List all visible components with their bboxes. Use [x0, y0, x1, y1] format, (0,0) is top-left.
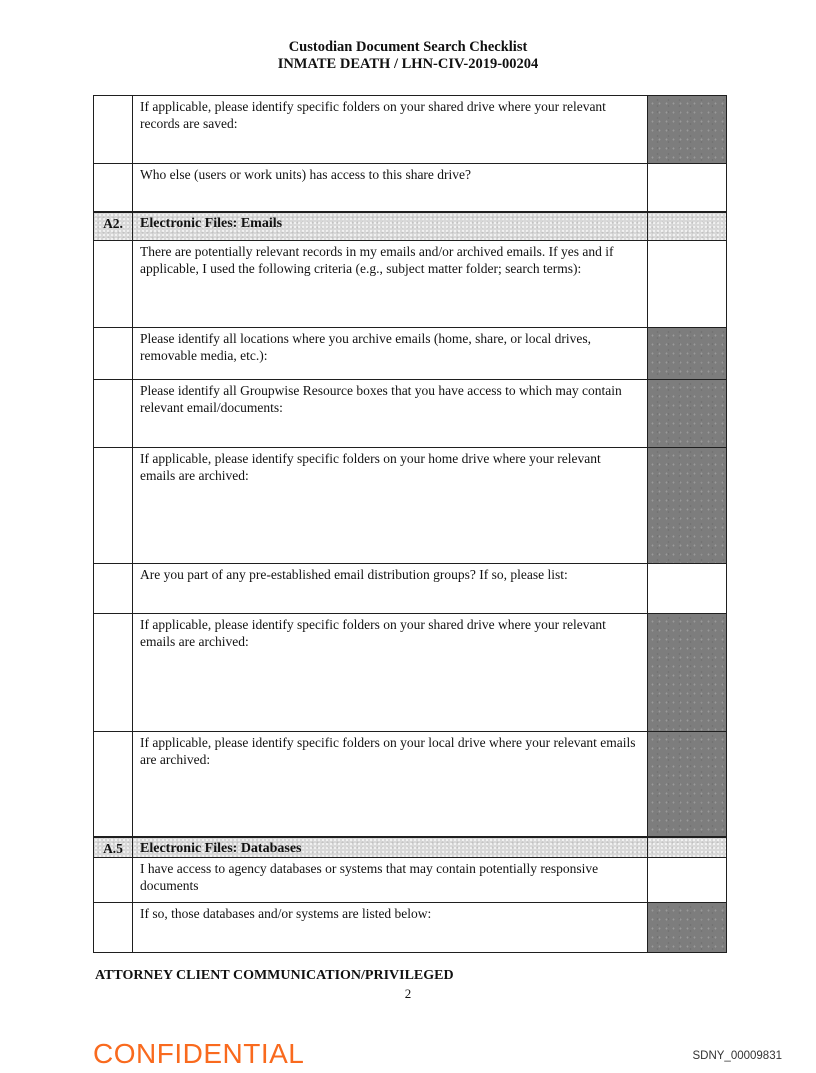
row-id-cell: A2. — [94, 212, 133, 241]
question-cell: I have access to agency databases or systems that may contain potentially responsive documents — [133, 858, 648, 903]
row-id-cell — [94, 380, 133, 448]
checklist-row — [94, 96, 726, 164]
question-cell: Who else (users or work units) has access to this share drive? — [133, 164, 648, 212]
document-title — [0, 39, 816, 73]
bates-number: SDNY_00009831 — [692, 1050, 782, 1062]
row-id-cell — [94, 903, 133, 952]
row-id-cell — [94, 448, 133, 564]
checklist-table — [93, 95, 727, 953]
document-title-line1: Custodian Document Search Checklist — [288, 39, 528, 55]
privilege-footer: ATTORNEY CLIENT COMMUNICATION/PRIVILEGED — [95, 968, 454, 983]
redacted-response-area — [648, 328, 726, 380]
row-id-cell — [94, 241, 133, 328]
row-id-cell — [94, 564, 133, 614]
question-cell: If so, those databases and/or systems are listed below: — [133, 903, 648, 952]
redacted-response-area — [648, 732, 726, 837]
row-id-cell — [94, 858, 133, 903]
row-id-cell — [94, 614, 133, 732]
confidential-stamp: CONFIDENTIAL — [93, 1038, 305, 1069]
redacted-response-area — [648, 903, 726, 952]
document-title-line2: INMATE DEATH / LHN-CIV-2019-00204 — [277, 56, 539, 72]
question-cell: If applicable, please identify specific folders on your shared drive where your relevant emails are archived: — [133, 614, 648, 732]
response-cell — [648, 564, 726, 614]
question-cell: If applicable, please identify specific folders on your shared drive where your relevant records are saved: — [133, 96, 648, 164]
checklist-row — [94, 380, 726, 448]
section-header-row — [94, 212, 726, 241]
question-cell: Electronic Files: Databases — [133, 837, 648, 858]
checklist-row — [94, 564, 726, 614]
question-cell: There are potentially relevant records in my emails and/or archived emails. If yes and if applicable, I used the following criteria (e.g., subject matter folder; search terms): — [133, 241, 648, 328]
row-id-cell: A.5 — [94, 837, 133, 858]
response-cell — [648, 858, 726, 903]
redacted-response-area — [648, 380, 726, 448]
row-id-cell — [94, 164, 133, 212]
checklist-row — [94, 903, 726, 952]
redacted-response-area — [648, 96, 726, 164]
response-cell — [648, 212, 726, 241]
question-cell: Please identify all locations where you archive emails (home, share, or local drives, removable media, etc.): — [133, 328, 648, 380]
redacted-response-area — [648, 614, 726, 732]
question-cell: Please identify all Groupwise Resource boxes that you have access to which may contain relevant email/documents: — [133, 380, 648, 448]
checklist-row — [94, 448, 726, 564]
question-cell: Electronic Files: Emails — [133, 212, 648, 241]
question-cell: If applicable, please identify specific folders on your local drive where your relevant emails are archived: — [133, 732, 648, 837]
section-header-row — [94, 837, 726, 858]
checklist-row — [94, 732, 726, 837]
question-cell: If applicable, please identify specific folders on your home drive where your relevant emails are archived: — [133, 448, 648, 564]
row-id-cell — [94, 732, 133, 837]
checklist-row — [94, 164, 726, 212]
redacted-response-area — [648, 448, 726, 564]
question-cell: Are you part of any pre-established email distribution groups? If so, please list: — [133, 564, 648, 614]
response-cell — [648, 164, 726, 212]
checklist-row — [94, 328, 726, 380]
checklist-row — [94, 614, 726, 732]
row-id-cell — [94, 328, 133, 380]
row-id-cell — [94, 96, 133, 164]
checklist-row — [94, 858, 726, 903]
response-cell — [648, 241, 726, 328]
checklist-row — [94, 241, 726, 328]
page-number: 2 — [404, 986, 412, 1001]
response-cell — [648, 837, 726, 858]
